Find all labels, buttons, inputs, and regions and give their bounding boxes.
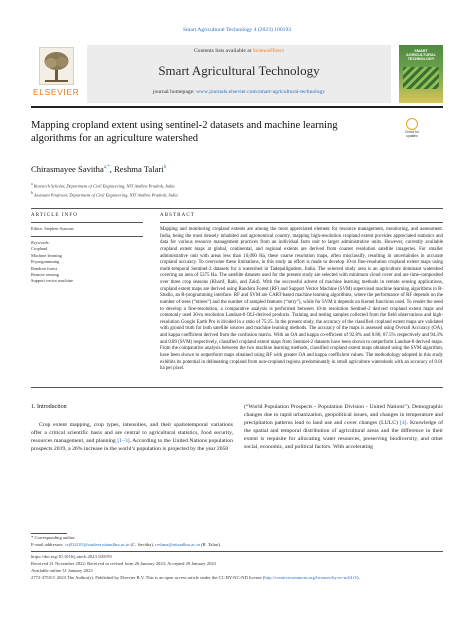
keyword-item: Remote sensing [31,272,59,278]
email-owner: (C. Savitha), [129,542,156,547]
abstract-text: Mapping and monitoring cropland extents are among the most appreciated element for resource management, monitoring, and assessment. India, being the most densely inhabited and agronomical country, mapping high-resolution cropland extent provides appreciated statistics and data for various resource management practices from an individual farm unit to larger administrative units. However, currently available cropland extent maps at global, continental, and regional extents are derived from coarser resolution satellite imageries. For smaller administrative unit with areas less than 10,000 Ha, these coarse resolution maps, often misclassify, resulting in uncertainties in accurate cropland accuracy. To overcome these limitations, in this study an effort is made to develop 10-m fine-resolution cropland extent maps using multi-temporal Sentinel-2 datasets for a watershed in Tadepalligudem, India. The selected study area is an agriculture dominant watershed covering an area of 5375 Ha. The satellite datasets used for the present study are selected with minimum cloud cover and are time-composited over three crop seasons (Kharif, Rabi, and Zaid). With the successful advent of machine learning methods in remote sensing applications, cropland extent maps are derived using Random Forest (RF) and Support Vector Machine (SVM) supervised machine learning algorithms in R-Studio, an R-programming interface. RF and SVM are CART-based machine learning algorithms, where the performance of RF depends on the number of trees (“ntrees”) and the number of sampled features (“mtry”), while for SVM it depends on Kernel functions used. To render the need to develop a fine-resolution, a comparative analysis is performed between 10-m resolution Sentinel-2 derived cropland extent maps and commonly used 30-m resolution Landsat-8 OLI-derived products. Training and testing samples collected from the field observations and high-resolution Google Earth Pro is divided in a ratio of 75:25. In the present study, the accuracy of the classified cropland extent maps are validated with ground truth for both satellite sources and machine learning methods. The accuracy of the maps is assessed using Overall Accuracy (OA), and kappa coefficient derived from the confusion matrix. With an OA and kappa co-efficient of 92.8% and 0.86; 87.5% respectively and 94.3% and 0.89 (SVM) respectively, classified cropland extent maps from Sentinel-2 datasets have been shown to outperform Landsat-8 derived maps. From the comparative analysis between the two machine learning methods, classified cropland extent maps obtained using the SVM algorithm, have been shown to outperform maps obtained using RF with greater OA and kappa coefficient values. The methodology adopted in this study exhibits its potential in delineating cropland from non-cropland regions predominantly in small agriculture watersheds with an accuracy of 0.01 ha per pixel. [160,227,443,372]
license-text: 2772-3755/© 2023 The Author(s). Published by Elsevier B.V. This is an open access article under the CC BY-NC-ND license ( [31,575,265,580]
abstract-heading: ABSTRACT [160,213,195,218]
license-link[interactable]: http://creativecommons.org/licenses/by-nc-nd/4.0/ [264,575,357,580]
author-affiliation-mark[interactable]: a,* [103,165,110,171]
journal-reference[interactable]: Smart Agricultural Technology 4 (2023) 100193 [182,27,292,33]
intro-right-text: (“World Population Prospects - Population Division - United Nations”). Demographic changes due to rapid urbanization, geopolitical issues, and changes in temperature and precipitation patterns lead to land use and cover changes (LULC) [244,404,443,427]
cover-title: SMART AGRICULTURAL TECHNOLOGY [406,49,436,62]
keywords-divider [31,236,143,237]
doi-link[interactable]: https://doi.org/10.1016/j.atech.2023.100193 [31,554,112,559]
sciencedirect-link[interactable]: ScienceDirect [252,48,285,54]
affiliation-item [31,190,443,199]
masthead-center-panel [87,45,391,103]
author-list [31,164,443,174]
keywords-label: Keywords: [31,240,50,245]
email-link[interactable]: csj032103@student.nitandhra.ac.in [64,542,130,547]
check-updates-icon [406,118,418,130]
editor-line: Editor: Stephen Symons [31,226,74,231]
keywords-block [31,240,141,285]
affiliation-mark: a [31,182,33,186]
email-link[interactable]: reshma@nitandhra.ac.in [155,542,200,547]
affiliation-text: Assistant Professor, Department of Civil Engineering, NIT Andhra Pradesh, India [33,192,178,198]
check-for-updates-button[interactable] [402,118,422,140]
affiliation-text: Research Scholar, Department of Civil Engineering, NIT Andhra Pradesh, India [33,183,175,189]
article-dates: Received 21 November 2022; Received in revised form 26 January 2023; Accepted 29 January 2023 [31,561,216,566]
intro-right-text-cont: . Knowledge of the spatial and temporal distribution of agricultural areas and the difference in their extent is requisite for allocating water resources, preserving biodiversity, and other social, economic, and political factors. With accelerating [244,420,443,451]
abstract-divider [160,222,443,223]
journal-title: Smart Agricultural Technology [158,63,320,78]
citation-link[interactable]: [1–3] [117,438,130,445]
intro-left-text-cont: . According to the United Nations population prospects 2019, a 26% increase in the world’s population is projected by the year 2050 [31,438,233,453]
elsevier-tree-icon [39,47,74,85]
journal-cover-image [399,45,443,103]
affiliations [31,181,443,200]
article-info-divider [31,222,143,223]
journal-homepage-line [87,89,391,95]
keyword-item: Machine learning [31,252,62,258]
introduction-right-column [244,403,443,452]
author-name[interactable]: Reshma Talari [114,164,164,174]
email-line [31,542,443,548]
footer-divider [31,551,443,552]
introduction-left-column [31,421,233,453]
keyword-item: Random forest [31,265,57,271]
contents-line [87,48,391,54]
intro-left-text: Crop extent mapping, crop types, intensities, and their spatiotemporal variations offer a critical scientific basis and are central to agricultural statistics, food security, resources management, and planning [31,422,233,445]
header-divider [31,106,443,108]
elsevier-wordmark: ELSEVIER [33,87,80,97]
email-owner: (R. Talari). [199,542,222,547]
footnote-divider [31,533,67,534]
abstract-end-divider [31,387,443,388]
journal-masthead [31,45,443,103]
elsevier-logo [31,45,79,103]
keyword-item: Support vector machine [31,278,73,284]
author-affiliation-mark[interactable]: b [163,165,167,171]
homepage-prefix: journal homepage: [152,89,197,95]
author-name[interactable]: Chirasmayee Savitha [31,164,104,174]
keyword-item: Cropland [31,246,48,252]
available-online-date: Available online 31 January 2023 [31,568,93,573]
email-label: E-mail addresses: [31,542,65,547]
affiliation-mark: b [31,191,33,196]
introduction-heading: 1. Introduction [31,404,67,410]
citation-link[interactable]: [4] [399,420,407,427]
license-text-end: ). [356,575,360,580]
article-title: Mapping cropland extent using sentinel-2 datasets and machine learning algorithms for an agriculture watershed [31,120,338,144]
journal-homepage-link[interactable]: www.journals.elsevier.com/smart-agricultural-technology [196,89,326,95]
corresponding-author-note: * Corresponding author. [31,535,76,540]
keyword-item: R-programming [31,259,60,265]
check-updates-label: Check for updates [405,130,419,138]
article-info-heading: ARTICLE INFO [31,213,78,218]
affiliation-item [31,181,443,190]
contents-prefix: Contents lists available at [193,48,253,54]
section-divider [31,208,443,209]
license-statement [31,575,443,581]
cover-field-icon [403,67,439,89]
author-separator: , [109,164,115,174]
